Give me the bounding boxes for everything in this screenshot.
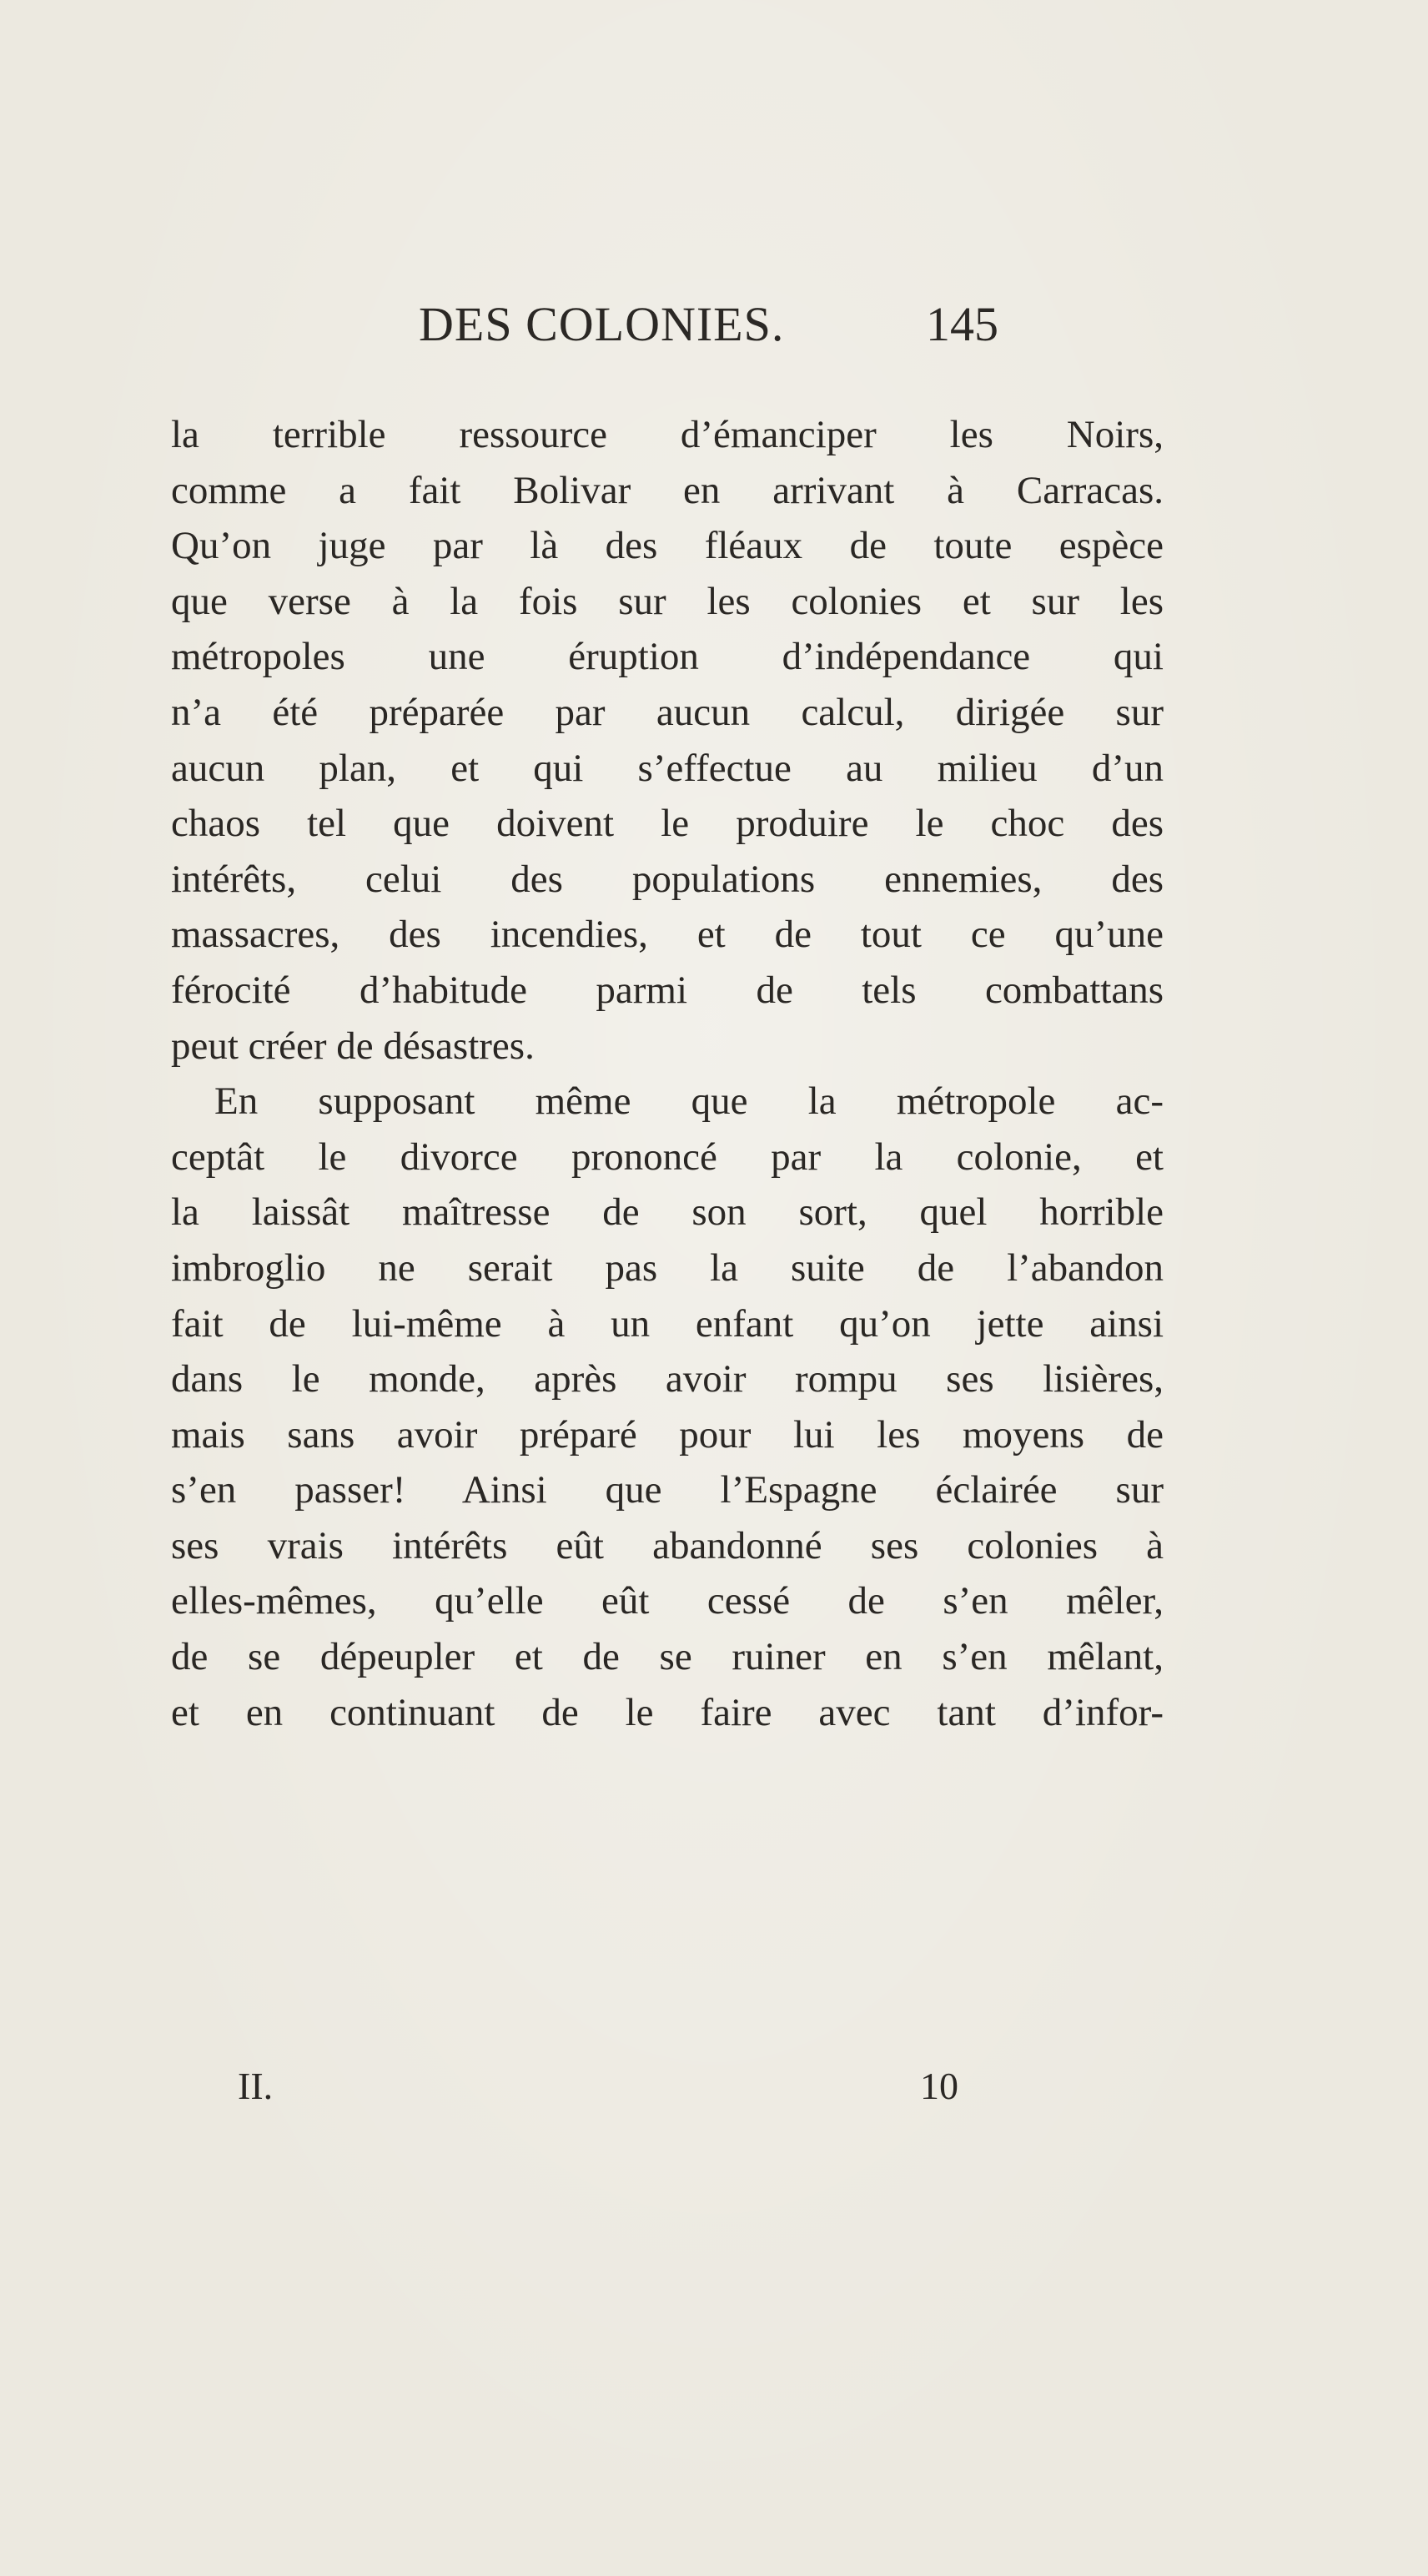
text-line: mais sans avoir préparé pour lui les moyens de <box>171 1412 1164 1457</box>
text-line: massacres, des incendies, et de tout ce qu’une <box>171 913 1164 957</box>
text-line: que verse à la fois sur les colonies et sur les <box>171 579 1164 623</box>
text-line: férocité d’habitude parmi de tels combattans <box>171 968 1164 1012</box>
text-line: imbroglio ne serait pas la suite de l’abandon <box>171 1245 1164 1290</box>
text-line: elles-mêmes, qu’elle eût cessé de s’en mêler, <box>171 1579 1164 1623</box>
text-line: fait de lui-même à un enfant qu’on jette ainsi <box>171 1301 1164 1346</box>
text-line: de se dépeupler et de se ruiner en s’en mêlant, <box>171 1635 1164 1679</box>
text-line: chaos tel que doivent le produire le choc des <box>171 802 1164 846</box>
text-line: et en continuant de le faire avec tant d’infor- <box>171 1690 1164 1734</box>
text-line: aucun plan, et qui s’effectue au milieu d’un <box>171 746 1164 790</box>
text-line: Qu’on juge par là des fléaux de toute espèce <box>171 524 1164 568</box>
text-line: intérêts, celui des populations ennemies, des <box>171 857 1164 901</box>
text-line: s’en passer! Ainsi que l’Espagne éclairée sur <box>171 1468 1164 1512</box>
text-line: ses vrais intérêts eût abandonné ses colonies à <box>171 1523 1164 1567</box>
text-line: la laissât maîtresse de son sort, quel horrible <box>171 1190 1164 1235</box>
text-line: métropoles une éruption d’indépendance qui <box>171 635 1164 679</box>
text-line: la terrible ressource d’émanciper les Noirs, <box>171 413 1164 456</box>
running-title: DES COLONIES. <box>419 297 785 351</box>
text-line: ceptât le divorce prononcé par la colonie, et <box>171 1135 1164 1179</box>
paragraph-start-line: En supposant même que la métropole ac- <box>214 1079 1164 1124</box>
gathering-number: 10 <box>920 2065 958 2107</box>
signature-mark: II. <box>238 2065 274 2107</box>
text-line: comme a fait Bolivar en arrivant à Carracas. <box>171 468 1164 512</box>
paragraph-end-line: peut créer de désastres. <box>171 1024 535 1068</box>
text-line: n’a été préparée par aucun calcul, dirigée sur <box>171 690 1164 734</box>
page-number: 145 <box>926 297 998 351</box>
text-line: dans le monde, après avoir rompu ses lisières, <box>171 1357 1164 1401</box>
body-text <box>171 407 1164 1740</box>
